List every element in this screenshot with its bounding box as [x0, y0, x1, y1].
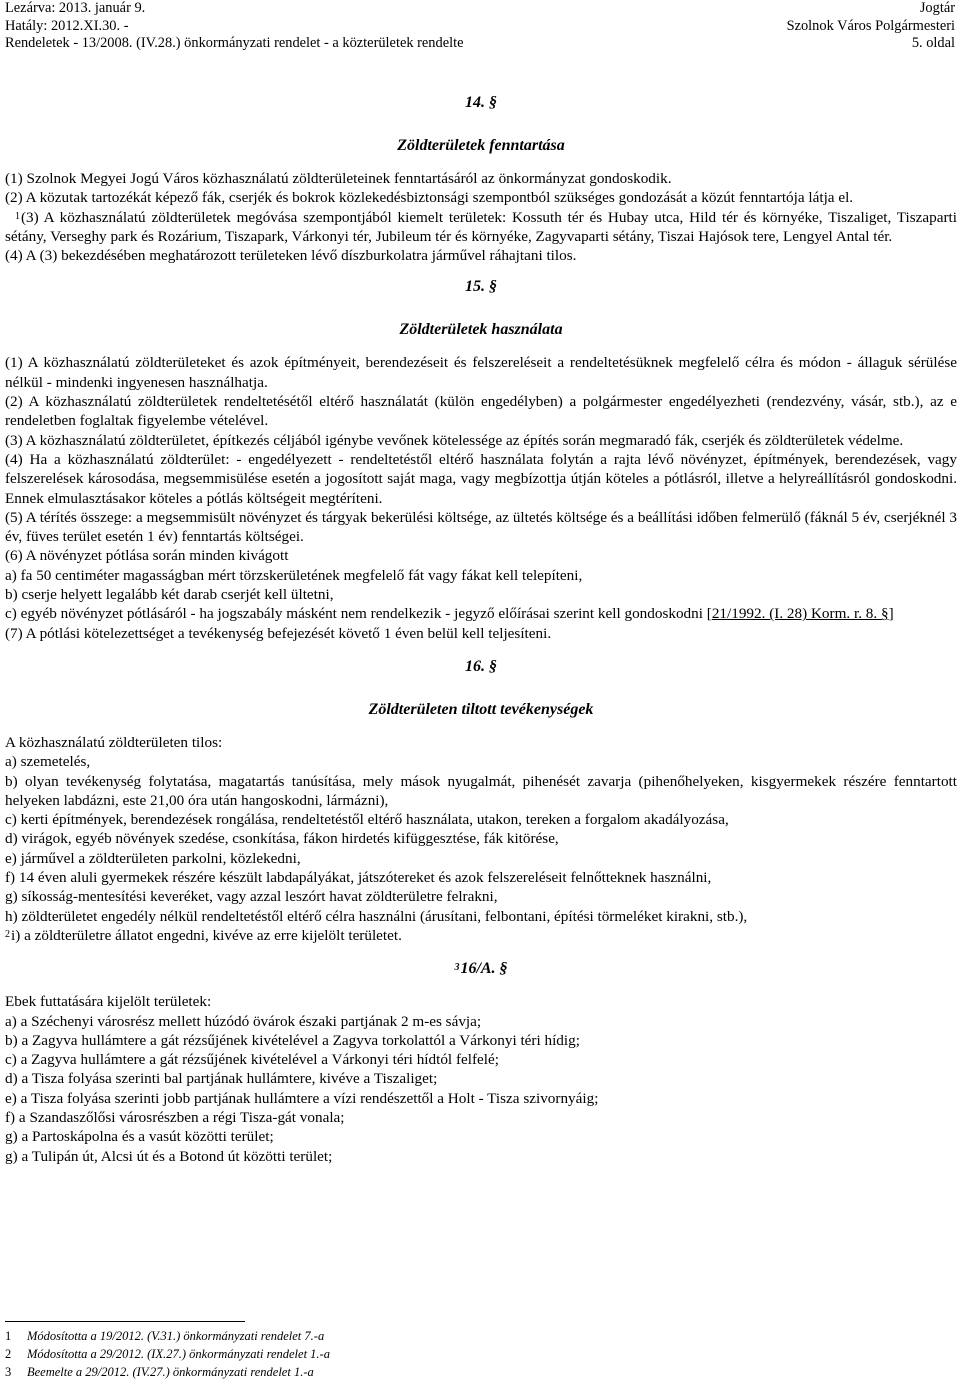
section-15-paragraph-3: (3) A közhasználatú zöldterületet, építkezés céljából igénybe vevőnek kötelessége az építés során megmaradó fák, cserjék és zöldterületek védelme. [5, 431, 904, 449]
section-16-title: Zöldterületen tiltott tevékenységek [368, 700, 594, 718]
header-closed-date: Lezárva: 2013. január 9. [5, 0, 146, 16]
page-header-right [787, 0, 955, 53]
footnote-ref-2[interactable]: 2 [5, 928, 10, 940]
section-14-paragraph-3-text: (3) A közhasználatú zöldterületek megóvása szempontjából kiemelt területek: Kossuth tér és Hubay utca, Hild tér és környéke, Tiszaliget, Tiszaparti sétány, Verseghy park és Rozárium, Tiszapark, Várkonyi tér, Jubileum tér és környéke, Zagyvaparti sétány, Tiszai Hajósok tere, Lengyel Antal tér. [5, 208, 957, 245]
section-15-paragraph-4: (4) Ha a közhasználatú zöldterület: - engedélyezett - rendeltetéstől eltérő használata folytán a rajta lévő növényzet, építmények, berendezések, vagy felszerelések károsodása, megsemmisülése esetén a jogosított saját maga, vagy megbízottja útján köteles a pótlásról, illetve a helyreállításról gondoskodni. Ennek elmulasztásakor köteles a pótlás költségeit megtéríteni. [5, 450, 957, 507]
dog-area-item: g) a Partoskápolna és a vasút közötti terület; [5, 1128, 274, 1146]
section-15-paragraph-6: (6) A növényzet pótlása során minden kivágott [5, 547, 289, 565]
section-14-paragraph-4: (4) A (3) bekezdésében meghatározott területeken lévő díszburkolatra járművel ráhajtani tilos. [5, 247, 577, 265]
section-16a-intro: Ebek futtatására kijelölt területek: [5, 993, 212, 1011]
section-15-item-a: a) fa 50 centiméter magasságban mért törzskerületének megfelelő fát vagy fákat kell telepíteni, [5, 566, 583, 584]
header-effect-date: Hatály: 2012.XI.30. - [5, 17, 129, 34]
dog-area-item: e) a Tisza folyása szerinti jobb partjának hullámtere a vízi rendészettől a Holt - Tisza szivornyáig; [5, 1089, 599, 1107]
prohibited-item: h) zöldterületet engedély nélkül rendeltetéstől eltérő célra használni (árusítani, felbontani, építési törmeléket kirakni, stb.), [5, 907, 748, 925]
section-15-number: 15. § [465, 278, 497, 296]
section-15-item-b: b) cserje helyett legalább két darab cserjét kell ültetni, [5, 586, 334, 604]
section-16a-number [5, 959, 957, 978]
page-header-left [5, 0, 463, 53]
section-16-intro: A közhasználatú zöldterületen tilos: [5, 733, 223, 751]
section-14-paragraph-1: (1) Szolnok Megyei Jogú Város közhasználatú zöldterületeinek fenntartásáról az önkormányzat gondoskodik. [5, 170, 672, 187]
section-16a-list [5, 1012, 957, 1166]
prohibited-item: g) síkosság-mentesítési keveréket, vagy azzal leszórt havat zöldterületre felrakni, [5, 888, 498, 906]
footnote-number: 3 [5, 1365, 12, 1379]
prohibited-item: a) szemetelés, [5, 753, 91, 771]
dog-area-item: f) a Szandaszőlősi városrészben a régi Tisza-gát vonala; [5, 1108, 345, 1126]
dog-area-item: b) a Zagyva hullámtere a gát rézsűjének kivételével a Zagyva torkolattól a Várkonyi téri hídig; [5, 1031, 580, 1049]
section-14-paragraph-2: (2) A közutak tartozékát képező fák, cserjék és bokrok közlekedésbiztonsági szempontból szükséges gondozását a közút fenntartója látja el. [5, 189, 854, 207]
footnote-text: Módosította a 19/2012. (V.31.) önkormányzati rendelet 7.-a [27, 1329, 325, 1343]
header-page-number: 5. oldal [911, 35, 955, 51]
footnote-3 [5, 1363, 957, 1381]
prohibited-item: e) járművel a zöldterületen parkolni, közlekedni, [5, 849, 301, 867]
dog-area-item: a) a Széchenyi városrész mellett húzódó övárok északi partjának 2 m-es sávja; [5, 1012, 482, 1030]
footnotes [5, 1327, 957, 1381]
header-regulation-title: Rendeletek - 13/2008. (IV.28.) önkormányzati rendelet - a közterületek rendelte [5, 35, 464, 51]
footnote-number: 2 [5, 1347, 12, 1361]
section-14-paragraph-3 [5, 208, 957, 247]
section-15-title: Zöldterületek használata [399, 321, 563, 339]
dog-area-item: c) a Zagyva hullámtere a gát rézsűjének kivételével a Várkonyi téri hídtól felfelé; [5, 1051, 499, 1069]
section-15-paragraph-5: (5) A térítés összege: a megsemmisült növényzet és tárgyak bekerülési költsége, az ültetés költsége és a beállítási időben felmerülő (fáknál 5 év, cserjéknél 3 év, füves terület esetén 1 év) fenntartás költségei. [5, 508, 957, 546]
dog-area-item: g) a Tulipán út, Alcsi út és a Botond út közötti terület; [5, 1147, 333, 1165]
section-15-item-c-text: c) egyéb növényzet pótlásáról - ha jogszabály másként nem rendelkezik - jegyző előírásai szerint kell gondoskodni [ [5, 605, 712, 623]
document-body [5, 91, 957, 1166]
prohibited-item: c) kerti építmények, berendezések rongálása, rendeltetéstől eltérő használata, utakon, tereken a forgalom akadályozása, [5, 811, 729, 829]
footnote-1 [5, 1327, 957, 1345]
law-reference-link[interactable]: 21/1992. (I. 28) Korm. r. 8. § [711, 605, 889, 623]
section-15-paragraph-7: (7) A pótlási kötelezettséget a tevékenység befejezését követő 1 éven belül kell teljesíteni. [5, 624, 552, 642]
dog-area-item: d) a Tisza folyása szerinti bal partjának hullámtere, kivéve a Tiszaliget; [5, 1070, 438, 1088]
section-15-paragraph-2: (2) A közhasználatú zöldterületek rendeltetésétől eltérő használatát (külön engedélyben) a polgármester engedélyezheti (rendezvény, vásár, stb.), az e rendeletben foglaltak figyelembe vételével. [5, 393, 957, 430]
prohibited-item [5, 926, 957, 945]
footnote-ref-3[interactable]: 3 [454, 962, 460, 974]
section-14-number: 14. § [465, 94, 497, 111]
section-15-item-c-close: ] [888, 605, 894, 623]
footnote-text: Módosította a 29/2012. (IX.27.) önkormányzati rendelet 1.-a [27, 1347, 330, 1361]
footnote-text: Beemelte a 29/2012. (IV.27.) önkormányzati rendelet 1.-a [27, 1365, 314, 1379]
prohibited-item: f) 14 éven aluli gyermekek részére készült labdapályákat, játszótereket és azok felszereléseit felnőtteknek használni, [5, 869, 712, 887]
prohibited-item: d) virágok, egyéb növények szedése, csonkítása, fákon hirdetés kifüggesztése, fák kitörése, [5, 830, 559, 848]
section-14-title: Zöldterületek fenntartása [397, 137, 565, 154]
prohibited-item-i-text: i) a zöldterületre állatot engedni, kivéve az erre kijelölt területet. [11, 926, 402, 944]
section-16a-number-text: 16/A. § [460, 960, 508, 978]
prohibited-item: b) olyan tevékenység folytatása, magatartás tanúsítása, mely mások nyugalmát, pihenését zavarja (pihenőhelyeken, kisgyermekek részére fenntartott helyeken labdázni, este 21,00 óra után hangoskodni, lármázni), [5, 772, 957, 809]
section-15-item-c [5, 604, 957, 623]
section-16-number: 16. § [465, 657, 497, 675]
footnote-divider [5, 1321, 245, 1322]
header-issuer: Szolnok Város Polgármesteri [786, 17, 955, 34]
footnote-number: 1 [5, 1329, 12, 1343]
footnote-ref-1[interactable]: 1 [15, 210, 20, 222]
section-16-list [5, 752, 957, 945]
section-15-paragraph-1: (1) A közhasználatú zöldterületeket és azok építményeit, berendezéseit és felszereléseit a rendeltetésüknek megfelelő célra és módon - állaguk sérülése nélkül - mindenki ingyenesen használhatja. [5, 354, 957, 391]
header-source: Jogtár [919, 0, 955, 16]
footnote-2 [5, 1345, 957, 1363]
